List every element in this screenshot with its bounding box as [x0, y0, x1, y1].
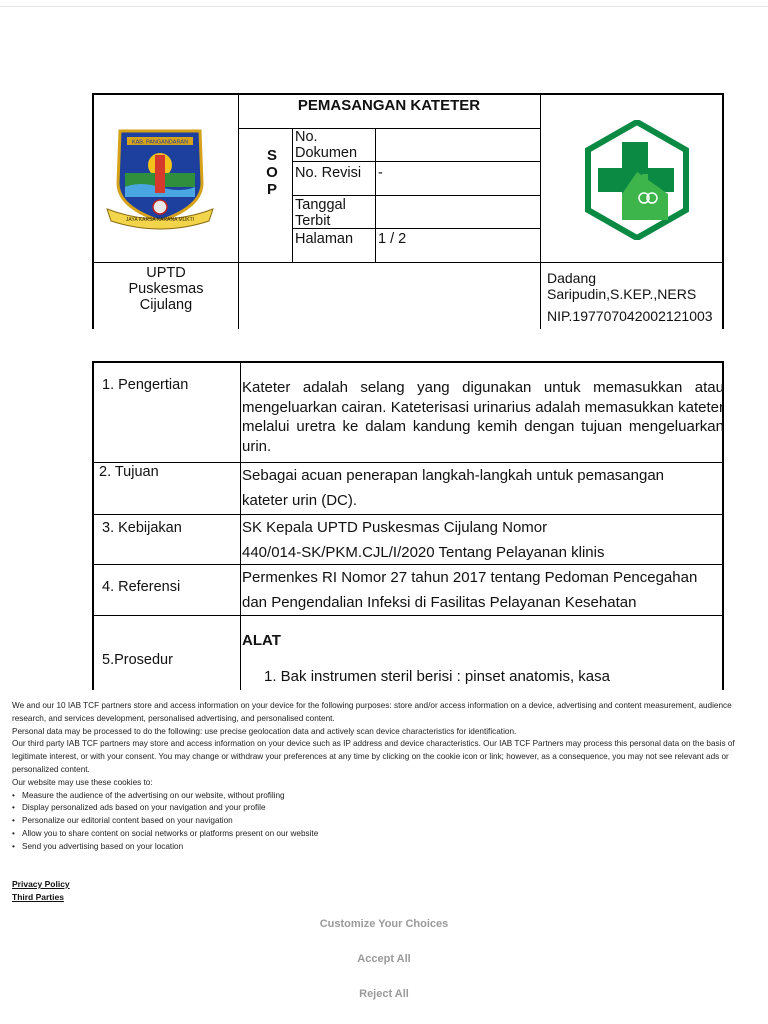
tujuan-line: kateter urin (DC). [242, 492, 358, 509]
district-logo-text: KAB. PANGANDARAN [131, 139, 189, 146]
header-divider [238, 95, 239, 329]
signer-nip: NIP.197707042002121003 [547, 308, 713, 324]
tujuan-label: 2. Tujuan [99, 464, 159, 480]
header-divider [94, 262, 724, 263]
kebijakan-line: SK Kepala UPTD Puskesmas Cijulang Nomor [242, 519, 548, 536]
halaman-value: 1 / 2 [378, 231, 407, 247]
no-revisi-value: - [378, 165, 383, 181]
list-item: • Allow you to share content on social networks or platforms present on our website [22, 828, 742, 841]
list-item: • Display personalized ads based on your navigation and your profile [22, 802, 742, 815]
no-dokumen-label: No. Dokumen [295, 129, 358, 161]
sop-header-table [92, 93, 724, 329]
accept-all-button[interactable]: Accept All [357, 953, 411, 965]
kebijakan-label: 3. Kebijakan [102, 520, 182, 536]
list-item: • Personalize our editorial content based on your navigation [22, 815, 742, 828]
puskesmas-logo [582, 120, 692, 240]
tujuan-line: Sebagai acuan penerapan langkah-langkah untuk pemasangan [242, 467, 664, 484]
sop-letter: S [266, 147, 277, 164]
reject-all-button[interactable]: Reject All [359, 988, 409, 1000]
consent-personal-data: Personal data may be processed to do the following: use precise geolocation data and actively scan device characteristics for identification. [12, 726, 517, 736]
tanggal-terbit-label: Tanggal Terbit [295, 197, 346, 229]
sop-letter: O [266, 164, 278, 181]
consent-text [12, 700, 742, 854]
consent-intro: We and our 10 IAB TCF partners store and access information on your device for the following purposes: store and/or access information on a device, advertising and content measurement, audience research, and services development, personalised advertising, and personalised content. [12, 701, 732, 723]
header-divider [238, 128, 540, 129]
cookie-consent-panel [0, 690, 768, 1024]
prosedur-heading: ALAT [242, 632, 281, 649]
sop-letter: P [266, 181, 277, 198]
no-revisi-label: No. Revisi [295, 165, 362, 181]
consent-cookies-intro: Our website may use these cookies to: [12, 777, 153, 787]
kebijakan-line: 440/014-SK/PKM.CJL/I/2020 Tentang Pelayanan klinis [242, 544, 605, 561]
tujuan-text [242, 463, 724, 513]
header-divider [292, 129, 293, 263]
third-parties-link[interactable]: Third Parties [12, 892, 64, 902]
district-logo-banner: JAYA KARSA KARANA MUKTI [125, 217, 195, 223]
privacy-policy-link[interactable]: Privacy Policy [12, 879, 70, 889]
district-logo [105, 125, 215, 233]
table-divider [240, 363, 241, 693]
referensi-text [242, 565, 724, 615]
cookie-purpose-list [12, 790, 742, 854]
list-item: • Send you advertising based on your location [22, 841, 742, 854]
organization-name: UPTD Puskesmas Cijulang [128, 265, 204, 313]
customize-choices-button[interactable]: Customize Your Choices [319, 918, 449, 930]
consent-third-party: Our third party IAB TCF partners may store and access information on your device such as IP address and device characteristics. Our IAB TCF Partners may process this personal data on the basis of legitimate interest, or with your consent. You may change or withdraw your preferences at any time by clicking on the cookie icon or link; however, as a consequence, you may not see relevant ads or personalized content. [12, 739, 735, 774]
halaman-label: Halaman [295, 231, 354, 247]
header-divider [540, 95, 541, 329]
referensi-line: dan Pengendalian Infeksi di Fasilitas Pelayanan Kesehatan [242, 594, 637, 611]
kebijakan-text [242, 515, 724, 565]
prosedur-label: 5.Prosedur [102, 652, 173, 668]
header-divider [375, 129, 376, 263]
document-title: PEMASANGAN KATETER [297, 97, 481, 114]
sop-label [266, 147, 278, 198]
prosedur-item: 1. Bak instrumen steril berisi : pinset anatomis, kasa [264, 668, 610, 685]
referensi-line: Permenkes RI Nomor 27 tahun 2017 tentang Pedoman Pencegahan [242, 569, 698, 586]
sop-content-table [92, 361, 724, 691]
signer-name: Dadang Saripudin,S.KEP.,NERS [547, 270, 697, 302]
referensi-label: 4. Referensi [102, 579, 181, 595]
table-divider [94, 615, 724, 616]
list-item: • Measure the audience of the advertising on our website, without profiling [22, 790, 742, 803]
pengertian-label: 1. Pengertian [102, 377, 189, 393]
header-divider [292, 195, 540, 196]
pengertian-text: Kateter adalah selang yang digunakan untuk memasukkan atau mengeluarkan cairan. Kateterisasi urinarius adalah memasukkan kateter melalui uretra ke dalam kandung kemih dengan tujuan mengeluarkan urin. [242, 379, 724, 455]
header-divider [292, 161, 540, 162]
